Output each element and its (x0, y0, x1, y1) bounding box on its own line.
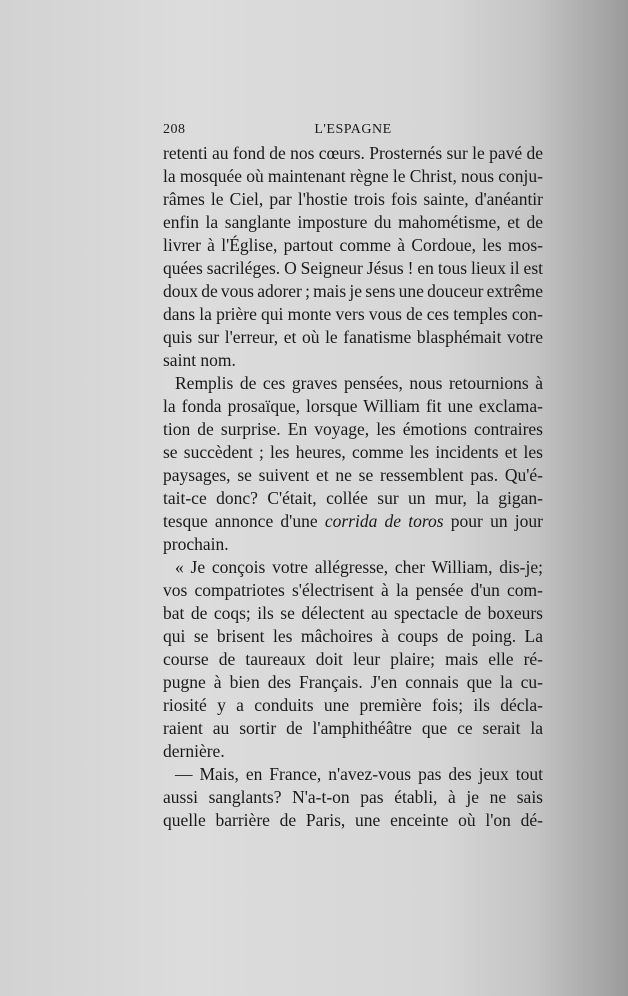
text-line: dans la prière qui monte vers vous de ces temples con- (163, 304, 543, 324)
text-line: bat de coqs; ils se délectent au spectacle de boxeurs (163, 603, 543, 623)
text-line: « Je conçois votre allégresse, cher William, dis-je; (175, 557, 543, 577)
text-line: râmes le Ciel, par l'hostie trois fois sainte, d'anéantir (163, 189, 543, 209)
page-number: 208 (163, 122, 186, 137)
text-line: qui se brisent les mâchoires à coups de poing. La (163, 626, 543, 646)
page-header (163, 118, 543, 142)
text-line: pugne à bien des Français. J'en connais que la cu- (163, 672, 543, 692)
text-line: course de taureaux doit leur plaire; mais elle ré- (163, 649, 543, 669)
text-line: enfin la sanglante imposture du mahométisme, et de (163, 212, 543, 232)
text-line: — Mais, en France, n'avez-vous pas des jeux tout (175, 764, 543, 784)
text-line: aussi sanglants? N'a-t-on pas établi, à je ne sais (163, 787, 543, 807)
text-line: quelle barrière de Paris, une enceinte où l'on dé- (163, 810, 543, 830)
paragraph (163, 142, 543, 372)
paragraph (163, 372, 543, 556)
text-line: prochain. (163, 534, 229, 554)
italic-phrase: corrida de toros (324, 511, 444, 531)
text-line: tion de surprise. En voyage, les émotions contraires (163, 419, 543, 439)
text-line: retenti au fond de nos cœurs. Prosternés sur le pavé de (163, 143, 543, 163)
text-line: raient au sortir de l'amphithéâtre que ce serait la (163, 718, 543, 738)
text-line: quées sacriléges. O Seigneur Jésus ! en tous lieux il est (163, 258, 543, 278)
text-line: dernière. (163, 741, 225, 761)
text-line: quis sur l'erreur, et où le fanatisme blasphémait votre (163, 327, 543, 347)
running-title: L'ESPAGNE (314, 122, 392, 137)
paragraph (163, 556, 543, 763)
text-line: se succèdent ; les heures, comme les incidents et les (163, 442, 543, 462)
text-line: tesque annonce d'une corrida de toros pour un jour (163, 511, 543, 531)
text-line: doux de vous adorer ; mais je sens une douceur extrême (163, 281, 543, 301)
text-line: vos compatriotes s'électrisent à la pensée d'un com- (163, 580, 543, 600)
text-line: tait-ce donc? C'était, collée sur un mur, la gigan- (163, 488, 543, 508)
text-line: la mosquée où maintenant règne le Christ, nous conju- (163, 166, 543, 186)
text-line: paysages, se suivent et ne se ressemblent pas. Qu'é- (163, 465, 543, 485)
paragraph (163, 763, 543, 832)
text-line: riosité y a conduits une première fois; ils décla- (163, 695, 543, 715)
body-text (163, 142, 543, 832)
text-line: la fonda prosaïque, lorsque William fit une exclama- (163, 396, 543, 416)
text-line: livrer à l'Église, partout comme à Cordoue, les mos- (163, 235, 543, 255)
book-page (163, 118, 543, 832)
text-line: Remplis de ces graves pensées, nous retournions à (175, 373, 543, 393)
text-line: saint nom. (163, 350, 236, 370)
